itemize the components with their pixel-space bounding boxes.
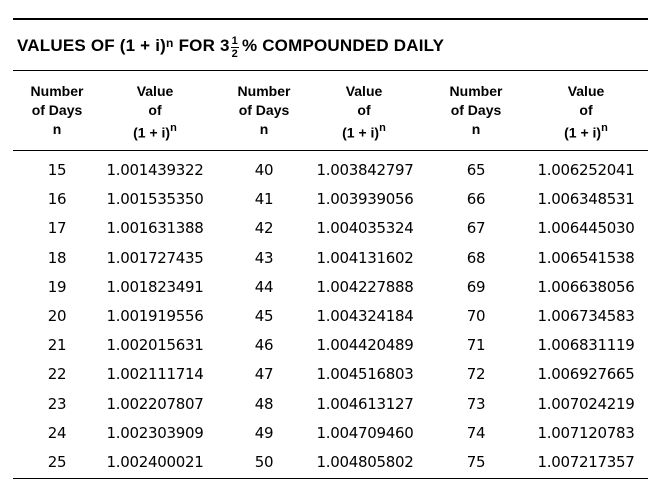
value-cell-2: 1.004613127 [316, 394, 414, 413]
value-cell-1: 1.001919556 [106, 306, 204, 325]
days-cell-3: 75 [466, 452, 486, 471]
table-row [0, 419, 650, 448]
header-value-line1: Value [345, 83, 383, 99]
value-cell-3: 1.006831119 [537, 336, 635, 355]
value-cell-3: 1.007120783 [537, 423, 635, 442]
days-cell-2: 49 [254, 423, 274, 442]
value-cell-1: 1.001823491 [106, 277, 204, 296]
value-cell-1: 1.001439322 [106, 161, 204, 179]
days-cell-1: 19 [47, 277, 67, 296]
header-days-line2: of Days [238, 102, 290, 118]
header-value-1 [100, 82, 210, 143]
value-cell-2: 1.004324184 [316, 306, 414, 325]
title-for-text: FOR 3 [178, 36, 230, 55]
table-bottom-rule [13, 478, 648, 479]
value-cell-2: 1.004805802 [316, 452, 414, 471]
header-days-3 [421, 82, 531, 139]
fraction-denominator: 2 [231, 47, 238, 60]
days-cell-2: 43 [254, 248, 274, 267]
header-days-2 [209, 82, 319, 139]
header-value-2 [309, 82, 419, 143]
header-value-expr-exp: n [170, 122, 177, 134]
header-value-expr [531, 120, 641, 143]
value-cell-1: 1.001727435 [106, 248, 204, 267]
table-row [0, 156, 650, 185]
header-value-line1: Value [567, 83, 605, 99]
days-cell-3: 69 [466, 277, 486, 296]
days-cell-3: 65 [466, 161, 486, 179]
table-top-rule [13, 18, 648, 20]
value-cell-3: 1.006541538 [537, 248, 635, 267]
days-cell-1: 21 [47, 336, 67, 355]
header-divider [13, 150, 648, 151]
table-body [0, 156, 650, 477]
value-cell-1: 1.002400021 [106, 452, 204, 471]
days-cell-3: 70 [466, 306, 486, 325]
value-cell-2: 1.004516803 [316, 365, 414, 384]
header-days-line1: Number [30, 83, 84, 99]
header-days-1 [2, 82, 112, 139]
title-divider [13, 70, 648, 71]
days-cell-3: 74 [466, 423, 486, 442]
header-days-line3: n [52, 121, 62, 137]
header-days-line2: of Days [31, 102, 83, 118]
header-value-expr-exp: n [601, 122, 608, 134]
value-cell-1: 1.001631388 [106, 219, 204, 238]
days-cell-1: 18 [47, 248, 67, 267]
title-suffix: % COMPOUNDED DAILY [241, 36, 445, 55]
title-fraction [231, 36, 239, 59]
header-value-line2: of [579, 102, 593, 118]
header-days-line3: n [259, 121, 269, 137]
table-row [0, 185, 650, 214]
value-cell-2: 1.003939056 [316, 190, 414, 209]
days-cell-2: 46 [254, 336, 274, 355]
header-days-line3: n [471, 121, 481, 137]
value-cell-3: 1.006927665 [537, 365, 635, 384]
days-cell-2: 40 [254, 161, 274, 179]
title-exponent: n [166, 36, 174, 50]
table-row [0, 390, 650, 419]
value-cell-2: 1.004420489 [316, 336, 414, 355]
days-cell-1: 15 [47, 161, 67, 179]
days-cell-2: 41 [254, 190, 274, 209]
value-cell-3: 1.007024219 [537, 394, 635, 413]
value-cell-1: 1.001535350 [106, 190, 204, 209]
days-cell-3: 67 [466, 219, 486, 238]
header-value-expr [100, 120, 210, 143]
value-cell-2: 1.004227888 [316, 277, 414, 296]
header-value-line2: of [357, 102, 371, 118]
days-cell-1: 23 [47, 394, 67, 413]
table-row [0, 244, 650, 273]
table-row [0, 331, 650, 360]
header-value-expr-base: (1 + i) [342, 124, 380, 141]
value-cell-1: 1.002303909 [106, 423, 204, 442]
days-cell-2: 42 [254, 219, 274, 238]
header-days-line2: of Days [450, 102, 502, 118]
value-cell-1: 1.002015631 [106, 336, 204, 355]
days-cell-2: 48 [254, 394, 274, 413]
value-cell-3: 1.006445030 [537, 219, 635, 238]
header-days-line1: Number [449, 83, 503, 99]
table-row [0, 273, 650, 302]
table-row [0, 214, 650, 243]
days-cell-1: 22 [47, 365, 67, 384]
value-cell-1: 1.002207807 [106, 394, 204, 413]
days-cell-3: 68 [466, 248, 486, 267]
value-cell-3: 1.006638056 [537, 277, 635, 296]
days-cell-2: 47 [254, 365, 274, 384]
header-value-line1: Value [136, 83, 174, 99]
header-value-expr-exp: n [379, 122, 386, 134]
days-cell-1: 16 [47, 190, 67, 209]
header-value-expr-base: (1 + i) [133, 124, 171, 141]
table-row [0, 448, 650, 477]
days-cell-2: 44 [254, 277, 274, 296]
days-cell-3: 73 [466, 394, 486, 413]
value-cell-1: 1.002111714 [106, 365, 204, 384]
value-cell-2: 1.004709460 [316, 423, 414, 442]
days-cell-1: 20 [47, 306, 67, 325]
days-cell-1: 25 [47, 452, 67, 471]
title-prefix: VALUES OF (1 + i) [17, 36, 167, 55]
value-cell-2: 1.004035324 [316, 219, 414, 238]
days-cell-3: 71 [466, 336, 486, 355]
days-cell-3: 66 [466, 190, 486, 209]
value-cell-3: 1.007217357 [537, 452, 635, 471]
header-days-line1: Number [237, 83, 291, 99]
value-cell-2: 1.004131602 [316, 248, 414, 267]
days-cell-3: 72 [466, 365, 486, 384]
days-cell-1: 24 [47, 423, 67, 442]
fraction-numerator: 1 [231, 34, 238, 47]
table-title [17, 28, 444, 64]
table-row [0, 302, 650, 331]
value-cell-3: 1.006348531 [537, 190, 635, 209]
value-cell-3: 1.006734583 [537, 306, 635, 325]
days-cell-1: 17 [47, 219, 67, 238]
days-cell-2: 50 [254, 452, 274, 471]
header-value-line2: of [148, 102, 162, 118]
days-cell-2: 45 [254, 306, 274, 325]
value-cell-2: 1.003842797 [316, 161, 414, 179]
value-cell-3: 1.006252041 [537, 161, 635, 179]
header-value-3 [531, 82, 641, 143]
table-row [0, 360, 650, 389]
header-value-expr [309, 120, 419, 143]
header-value-expr-base: (1 + i) [564, 124, 602, 141]
